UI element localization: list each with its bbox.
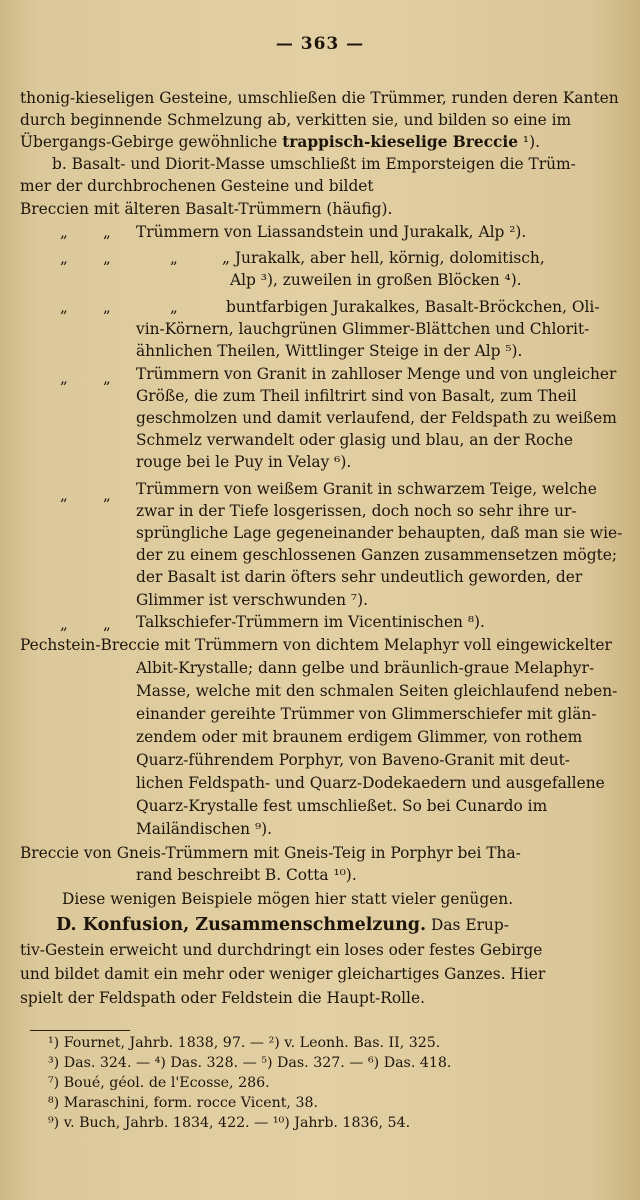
text-line: „ Jurakalk, aber hell, körnig, dolomitisch, <box>222 249 545 267</box>
text-line: der zu einem geschlossenen Ganzen zusammensetzen mögte; <box>136 546 618 564</box>
footnote-divider <box>30 1030 130 1031</box>
text-line: geschmolzen und damit verlaufend, der Feldspath zu weißem <box>136 409 617 427</box>
footnote-ref: ¹). <box>522 133 540 151</box>
text-line <box>56 915 509 935</box>
text-line: Trümmern von Granit in zahlloser Menge und von ungleicher <box>136 365 617 383</box>
text-line: Schmelz verwandelt oder glasig und blau, an der Roche <box>136 431 573 449</box>
ditto-mark: „ <box>103 369 111 387</box>
footnote: ⁸) Maraschini, form. rocce Vicent, 38. <box>48 1095 319 1111</box>
text-line: b. Basalt- und Diorit-Masse umschließt im Emporsteigen die Trüm- <box>52 155 576 173</box>
ditto-mark: „ <box>60 486 68 504</box>
text-line: Breccien mit älteren Basalt-Trümmern (häufig). <box>20 200 393 218</box>
footnote: ⁷) Boué, géol. de l'Ecosse, 286. <box>48 1075 270 1091</box>
ditto-mark: „ <box>103 615 111 633</box>
text-line: durch beginnende Schmelzung ab, verkitten sie, und bilden so eine im <box>20 111 572 129</box>
footnote: ⁹) v. Buch, Jahrb. 1834, 422. — ¹⁰) Jahrb. 1836, 54. <box>48 1115 411 1131</box>
text-line: Albit-Krystalle; dann gelbe und bräunlich-graue Melaphyr- <box>136 659 595 677</box>
ditto-mark: „ <box>103 298 111 316</box>
section-heading: D. Konfusion, Zusammenschmelzung. <box>56 915 427 935</box>
text-line: rouge bei le Puy in Velay ⁶). <box>136 453 352 471</box>
emphasized-term: trappisch-kieselige Breccie <box>282 133 519 151</box>
text-line: spielt der Feldspath oder Feldstein die Haupt-Rolle. <box>20 989 425 1007</box>
text-line: thonig-kieseligen Gesteine, umschließen die Trümmer, runden deren Kanten <box>20 89 619 107</box>
text-line: lichen Feldspath- und Quarz-Dodekaedern und ausgefallene <box>136 774 605 792</box>
text-line: Diese wenigen Beispiele mögen hier statt vieler genügen. <box>62 890 514 908</box>
ditto-mark: „ <box>60 298 68 316</box>
ditto-mark: „ <box>103 486 111 504</box>
text-line: Quarz-Krystalle fest umschließet. So bei Cunardo im <box>136 797 548 815</box>
text-line: ähnlichen Theilen, Wittlinger Steige in der Alp ⁵). <box>136 342 523 360</box>
text-line: Mailändischen ⁹). <box>136 820 273 838</box>
text-line: einander gereihte Trümmer von Glimmerschiefer mit glän- <box>136 705 597 723</box>
text-line: Pechstein-Breccie mit Trümmern von dichtem Melaphyr voll eingewickelter <box>20 636 612 654</box>
text-line: Trümmern von weißem Granit in schwarzem Teige, welche <box>136 480 597 498</box>
text-line: rand beschreibt B. Cotta ¹⁰). <box>136 866 357 884</box>
ditto-mark: „ <box>170 298 178 316</box>
text-line: Größe, die zum Theil infiltrirt sind von Basalt, zum Theil <box>136 387 577 405</box>
text-line: zendem oder mit braunem erdigem Glimmer, von rothem <box>136 728 583 746</box>
text-line: Masse, welche mit den schmalen Seiten gleichlaufend neben- <box>136 682 618 700</box>
footnote: ¹) Fournet, Jahrb. 1838, 97. — ²) v. Leonh. Bas. II, 325. <box>48 1035 441 1051</box>
text-line: der Basalt ist darin öfters sehr undeutlich geworden, der <box>136 568 583 586</box>
page-number: — 363 — <box>275 34 365 54</box>
ditto-mark: „ <box>60 615 68 633</box>
text-fragment: Übergangs-Gebirge gewöhnliche <box>20 133 278 151</box>
text-line: und bildet damit ein mehr oder weniger gleichartiges Ganzes. Hier <box>20 965 546 983</box>
text-line: Glimmer ist verschwunden ⁷). <box>136 591 369 609</box>
text-line <box>20 132 540 152</box>
text-line: vin-Körnern, lauchgrünen Glimmer-Blättchen und Chlorit- <box>136 320 590 338</box>
text-line: mer der durchbrochenen Gesteine und bildet <box>20 177 374 195</box>
text-line: buntfarbigen Jurakalkes, Basalt-Bröckchen, Oli- <box>226 298 600 316</box>
text-line: Talkschiefer-Trümmern im Vicentinischen ⁸). <box>136 613 485 631</box>
footnote: ³) Das. 324. — ⁴) Das. 328. — ⁵) Das. 327. — ⁶) Das. 418. <box>48 1055 452 1071</box>
text-fragment: Das Erup- <box>431 916 509 934</box>
ditto-mark: „ <box>60 249 68 267</box>
text-line: sprüngliche Lage gegeneinander behaupten, daß man sie wie- <box>136 524 623 542</box>
ditto-mark: „ <box>60 369 68 387</box>
ditto-mark: „ <box>103 249 111 267</box>
ditto-mark: „ <box>103 223 111 241</box>
text-line: Breccie von Gneis-Trümmern mit Gneis-Teig in Porphyr bei Tha- <box>20 844 521 862</box>
text-line: Alp ³), zuweilen in großen Blöcken ⁴). <box>230 271 522 289</box>
text-line: Quarz-führendem Porphyr, von Baveno-Granit mit deut- <box>136 751 571 769</box>
text-line: zwar in der Tiefe losgerissen, doch noch so sehr ihre ur- <box>136 502 577 520</box>
ditto-mark: „ <box>170 249 178 267</box>
ditto-mark: „ <box>60 223 68 241</box>
text-line: tiv-Gestein erweicht und durchdringt ein loses oder festes Gebirge <box>20 941 543 959</box>
text-line: Trümmern von Liassandstein und Jurakalk, Alp ²). <box>136 223 527 241</box>
